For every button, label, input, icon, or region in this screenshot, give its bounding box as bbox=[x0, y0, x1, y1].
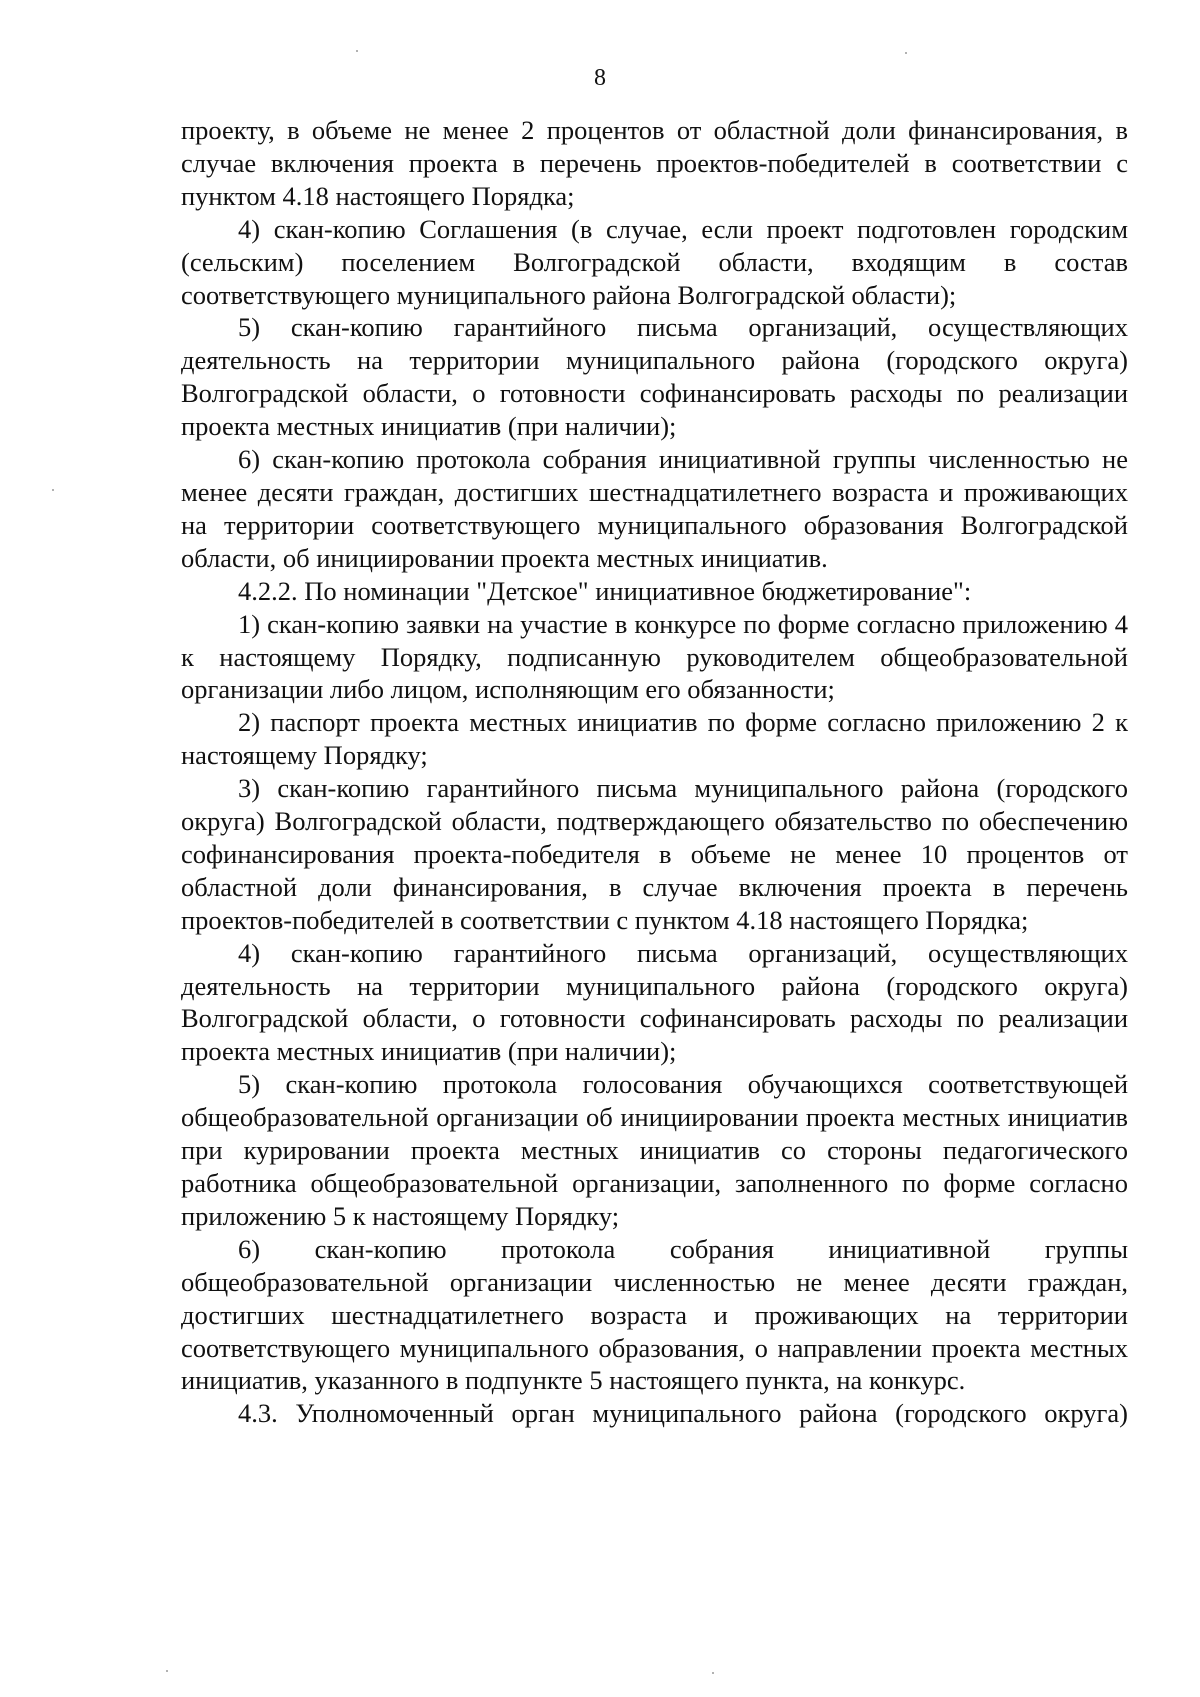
paragraph-item-2-passport: 2) паспорт проекта местных инициатив по форме согласно приложению 2 к настоящему Порядку; bbox=[181, 707, 1128, 771]
paragraph-item-4-agreement: 4) скан-копию Соглашения (в случае, если проект подготовлен городским (сельским) поселением Волгоградской области, входящим в состав соответствующего муниципального района Волгоградской области); bbox=[181, 213, 1128, 310]
paragraph-item-6-meeting-protocol-school: 6) скан-копию протокола собрания инициативной группы общеобразовательной организации численностью не менее десяти граждан, достигших шестнадцатилетнего возраста и проживающих на территории соответствующего муниципального образования, о направлении проекта местных инициатив, указанного в подпункте 5 настоящего пункта, на конкурс. bbox=[181, 1233, 1128, 1396]
paragraph-item-5-voting-protocol: 5) скан-копию протокола голосования обучающихся соответствующей общеобразовательной организации об инициировании проекта местных инициатив при курировании проекта местных инициатив со стороны педагогического работника общеобразовательной организации, заполненного по форме согласно приложению 5 к настоящему Порядку; bbox=[181, 1069, 1128, 1231]
scan-speck bbox=[356, 50, 358, 52]
paragraph-item-4-guarantee-letter: 4) скан-копию гарантийного письма организаций, осуществляющих деятельность на территории муниципального района (городского округа) Волгоградской области, о готовности софинансировать расходы по реализации проекта местных инициатив (при наличии); bbox=[181, 937, 1128, 1067]
document-body bbox=[181, 114, 1128, 1430]
paragraph-item-5-guarantee-letter: 5) скан-копию гарантийного письма организаций, осуществляющих деятельность на территории муниципального района (городского округа) Волгоградской области, о готовности софинансировать расходы по реализации проекта местных инициатив (при наличии); bbox=[181, 312, 1128, 442]
scan-speck bbox=[52, 489, 54, 491]
paragraph-item-1-application: 1) скан-копию заявки на участие в конкурсе по форме согласно приложению 4 к настоящему Порядку, подписанную руководителем общеобразовательной организации либо лицом, исполняющим его обязанности; bbox=[181, 608, 1128, 705]
paragraph-section-4-3: 4.3. Уполномоченный орган муниципального района (городского округа) bbox=[238, 1398, 1128, 1429]
page-number: 8 bbox=[594, 65, 606, 91]
scan-speck bbox=[712, 1672, 714, 1674]
scan-speck bbox=[905, 52, 907, 54]
scan-speck bbox=[166, 1670, 168, 1672]
paragraph-section-4-2-2: 4.2.2. По номинации "Детское" инициативное бюджетирование": bbox=[238, 575, 972, 606]
paragraph-continuation: проекту, в объеме не менее 2 процентов от областной доли финансирования, в случае включения проекта в перечень проектов-победителей в соответствии с пунктом 4.18 настоящего Порядка; bbox=[181, 115, 1128, 211]
paragraph-item-6-meeting-protocol: 6) скан-копию протокола собрания инициативной группы численностью не менее десяти граждан, достигших шестнадцатилетнего возраста и проживающих на территории соответствующего муниципального образования Волгоградской области, об инициировании проекта местных инициатив. bbox=[181, 444, 1128, 573]
paragraph-item-3-guarantee-letter: 3) скан-копию гарантийного письма муниципального района (городского округа) Волгоградской области, подтверждающего обязательство по обеспечению софинансирования проекта-победителя в объеме не менее 10 процентов от областной доли финансирования, в случае включения проекта в перечень проектов-победителей в соответствии с пунктом 4.18 настоящего Порядка; bbox=[181, 773, 1128, 935]
